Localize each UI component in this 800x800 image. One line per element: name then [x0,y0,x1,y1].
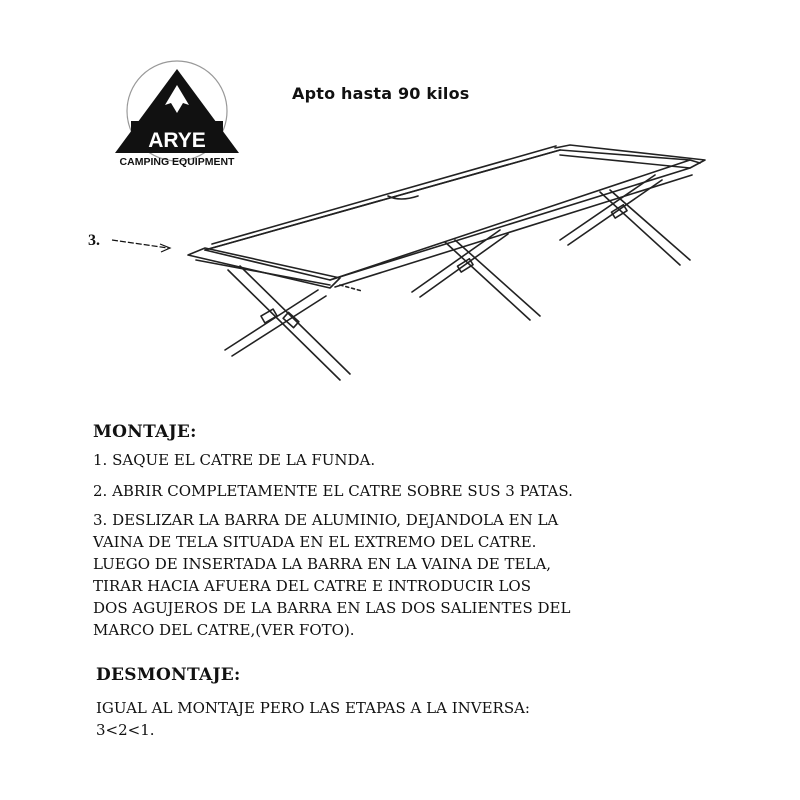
assembly-step-2: 2. ABRIR COMPLETAMENTE EL CATRE SOBRE SUS 3 PATAS. [93,482,573,500]
camp-cot-illustration [0,140,800,400]
logo-brand-text: ARYE [148,129,206,152]
assembly-title: MONTAJE: [93,422,197,442]
assembly-step-3: 3. DESLIZAR LA BARRA DE ALUMINIO, DEJANDOLA EN LA VAINA DE TELA SITUADA EN EL EXTREMO DEL CATRE. LUEGO DE INSERTADA LA BARRA EN LA VAINA DE TELA, TIRAR HACIA AFUERA DEL CATRE E INTRODUCIR LOS DOS AGUJEROS DE LA BARRA EN LAS DOS SALIENTES DEL MARCO DEL CATRE,(VER FOTO). [93,511,571,639]
callout-arrow [112,240,170,252]
callout-label: 3. [88,232,100,249]
cot-canvas [205,150,690,280]
capacity-note: Apto hasta 90 kilos [292,84,470,103]
disassembly-text: IGUAL AL MONTAJE PERO LAS ETAPAS A LA INVERSA: 3<2<1. [96,699,530,739]
logo-tagline-text: CAMPING EQUIPMENT [119,156,235,168]
disassembly-title: DESMONTAJE: [96,665,241,685]
assembly-step-1: 1. SAQUE EL CATRE DE LA FUNDA. [93,451,376,469]
